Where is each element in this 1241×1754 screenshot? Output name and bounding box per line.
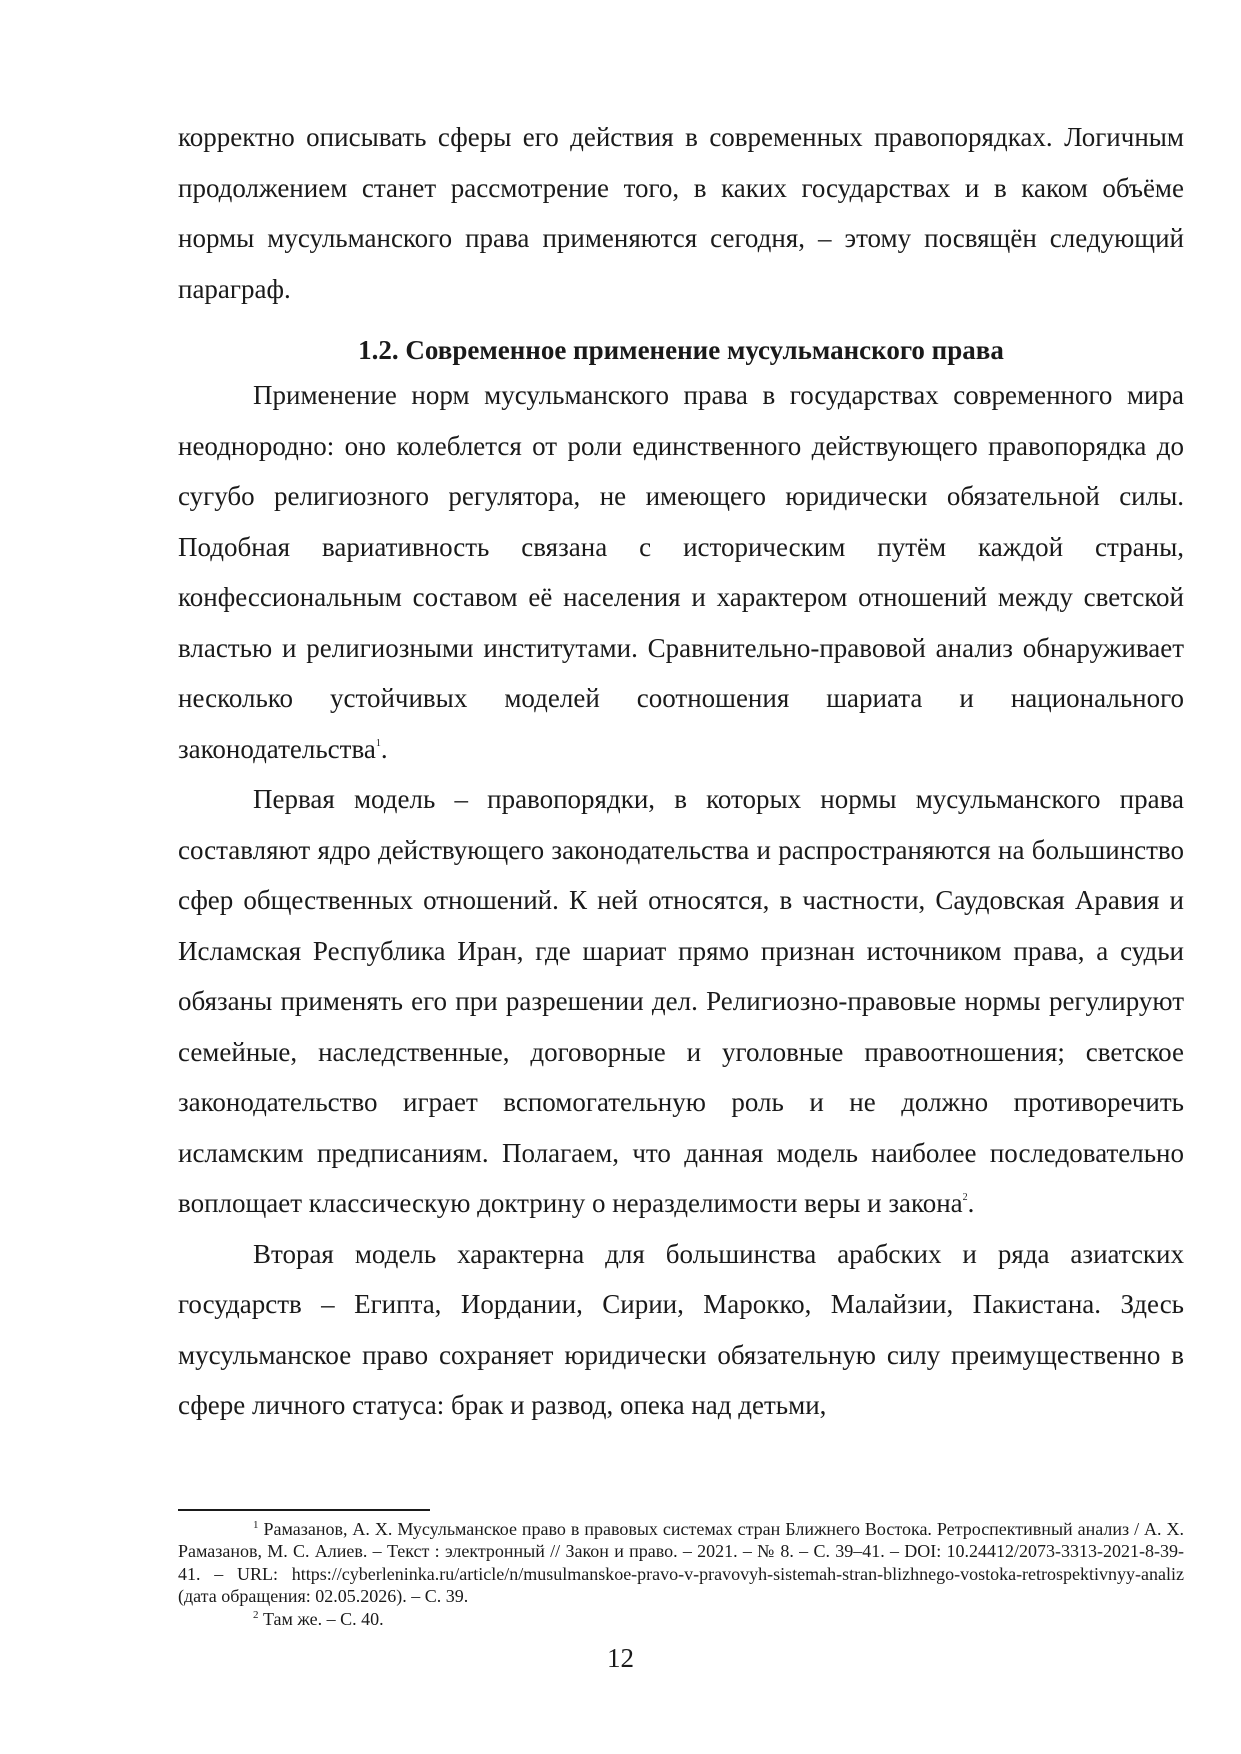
paragraph-1 (178, 370, 1184, 774)
footnote-1-text: Рамазанов, А. Х. Мусульманское право в правовых системах стран Ближнего Востока. Ретроспективный анализ / А. Х. Рамазанов, М. С. Алиев. – Текст : электронный // Закон и право. – 2021. – № 8. – С. 39–41. – DOI: 10.24412/2073-3313-2021-8-39-41. – URL: https://cyberleninka.ru/article/n/musulmanskoe-pravo-v-pravovyh-sistemah-stran-blizhnego-vostoka-retrospektivnyy-analiz (дата обращения: 02.05.2026). – С. 39. (178, 1519, 1184, 1607)
footnote-ref-1: 1 (375, 737, 381, 749)
paragraph-3 (178, 1229, 1184, 1431)
footnote-2 (178, 1608, 1184, 1630)
page-number: 12 (607, 1643, 634, 1673)
footnote-1 (178, 1518, 1184, 1608)
footnote-separator (178, 1509, 430, 1511)
paragraph-end: . (380, 733, 388, 764)
paragraph-text: корректно описывать сферы его действия в современных правопорядках. Логичным продолжением станет рассмотрение того, в каких государствах и в каком объёме нормы мусульманского права применяются сегодня, – этому посвящён следующий параграф. (178, 122, 1184, 304)
paragraph-text: Применение норм мусульманского права в государствах современного мира неоднородно: оно колеблется от роли единственного действующего правопорядка до сугубо религиозного регулятора, не имеющего юридически обязательной силы. Подобная вариативность связана с историческим путём каждой страны, конфессиональным составом её населения и характером отношений между светской властью и религиозными институтами. Сравнительно-правовой анализ обнаруживает несколько устойчивых моделей соотношения шариата и национального законодательства (178, 380, 1184, 764)
footnote-2-text: Там же. – С. 40. (263, 1608, 384, 1629)
paragraph-continuation (178, 112, 1184, 314)
paragraph-text: Первая модель – правопорядки, в которых нормы мусульманского права составляют ядро действующего законодательства и распространяются на большинство сфер общественных отношений. К ней относятся, в частности, Саудовская Аравия и Исламская Республика Иран, где шариат прямо признан источником права, а судьи обязаны применять его при разрешении дел. Религиозно-правовые нормы регулируют семейные, наследственные, договорные и уголовные правоотношения; светское законодательство играет вспомогательную роль и не должно противоречить исламским предписаниям. Полагаем, что данная модель наиболее последовательно воплощает классическую доктрину о неразделимости веры и закона (178, 784, 1184, 1218)
main-text (178, 112, 1184, 1431)
paragraph-end: . (967, 1188, 975, 1218)
paragraph-text: Вторая модель характерна для большинства арабских и ряда азиатских государств – Египта, Иордании, Сирии, Марокко, Малайзии, Пакистана. Здесь мусульманское право сохраняет юридически обязательную силу преимущественно в сфере личного статуса: брак и развод, опека над детьми, (178, 1238, 1184, 1420)
footnote-mark-1: 1 (253, 1519, 259, 1531)
section-heading: 1.2. Современное применение мусульманского права (358, 335, 1004, 365)
footnote-mark-2: 2 (253, 1608, 259, 1621)
footnotes (178, 1518, 1184, 1630)
footnote-ref-2: 2 (962, 1192, 968, 1203)
paragraph-2 (178, 774, 1184, 1229)
